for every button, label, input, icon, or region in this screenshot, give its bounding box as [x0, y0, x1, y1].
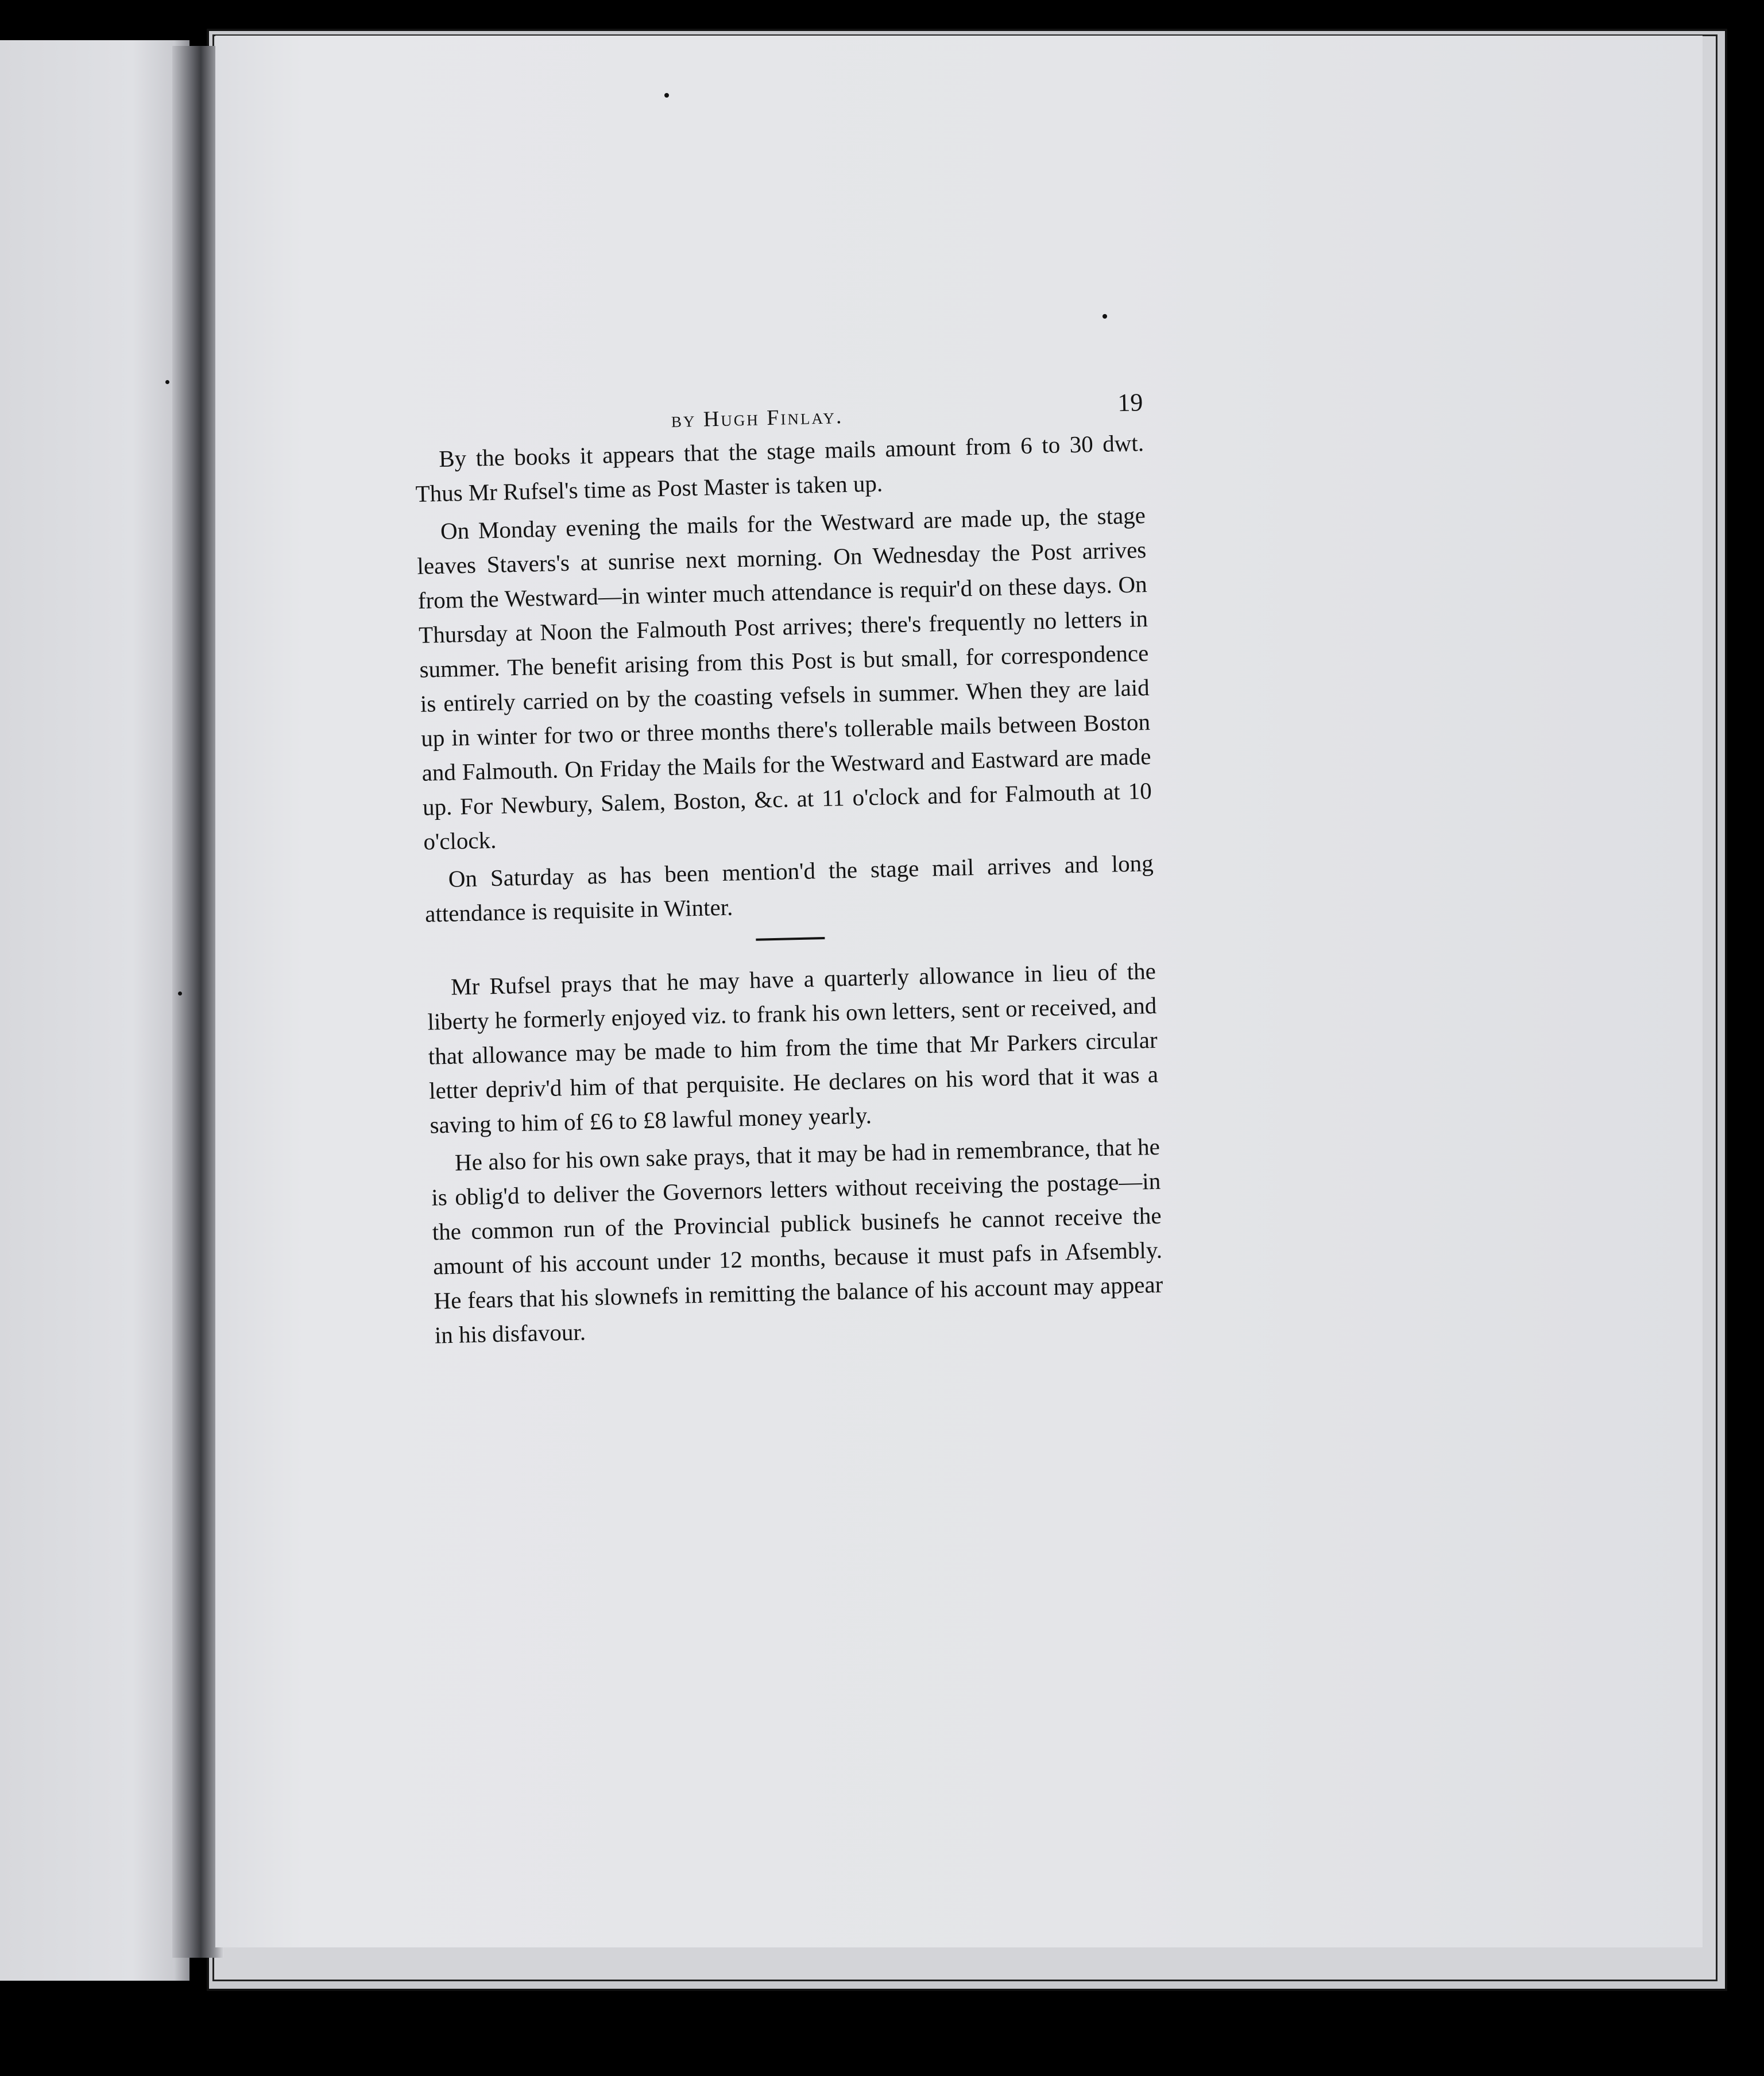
ink-speck [664, 93, 669, 98]
ink-speck [165, 380, 169, 384]
page-number: 19 [1117, 388, 1143, 417]
body-paragraph: On Saturday as has been mention'd the stage mail arrives and long attendance is requisite in Winter. [424, 849, 1154, 927]
body-paragraph: On Monday evening the mails for the Westward are made up, the stage leaves Stavers's at sunrise next morning. On Wednesday the Post arrives from the Westward—in winter much attendance is requir'd on these days. On Thursday at Noon the Falmouth Post arrives; there's frequently no letters in summer. The benefit arising from this Post is but small, for correspondence is entirely carried on by the coasting vefsels in summer. When they are laid up in winter for two or three months there's tollerable mails between Boston and Falmouth. On Friday the Mails for the Westward and Eastward are made up. For Newbury, Salem, Boston, &c. at 11 o'clock and for Falmouth at 10 o'clock. [416, 502, 1152, 855]
section-divider [756, 937, 825, 941]
ink-speck [178, 991, 182, 996]
body-paragraph: Mr Rufsel prays that he may have a quarterly allowance in lieu of the liberty he formerly enjoyed viz. to frank his own letters, sent or received, and that allowance may be made to him from the time that Mr Parkers circular letter depriv'd him of that perquisite. He declares on his word that it was a saving to him of £6 to £8 lawful money yearly. [427, 957, 1159, 1138]
running-head-title: by Hugh Finlay. [671, 404, 844, 432]
left-facing-page [0, 40, 189, 1981]
body-paragraph: By the books it appears that the stage mails amount from 6 to 30 dwt. Thus Mr Rufsel's time as Post Master is taken up. [415, 429, 1144, 507]
text-block [413, 385, 1164, 1352]
ink-speck [1102, 314, 1107, 319]
body-paragraph: He also for his own sake prays, that it may be had in remembrance, that he is oblig'd to deliver the Governors letters without receiving the postage—in the common run of the Provincial publick businefs he cannot receive the amount of his account under 12 months, because it must pafs in Afsembly. He fears that his slownefs in remitting the balance of his account may appear in his disfavour. [431, 1133, 1163, 1349]
